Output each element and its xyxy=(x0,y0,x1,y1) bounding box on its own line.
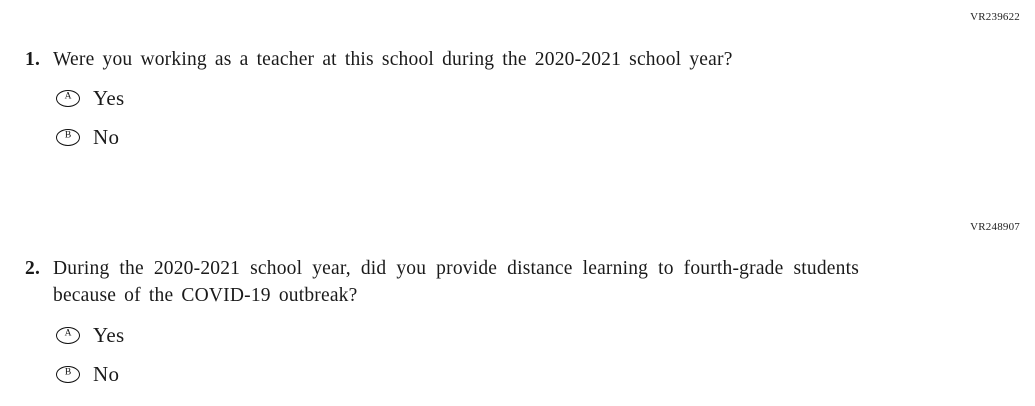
question-2-text-line-2: because of the COVID-19 outbreak? xyxy=(53,285,358,306)
bubble-b-letter: B xyxy=(64,130,72,141)
option-label-yes: Yes xyxy=(93,322,125,347)
question-2-accession-code: VR248907 xyxy=(970,221,1020,233)
bubble-b-icon[interactable] xyxy=(56,366,80,383)
question-2-option-no[interactable] xyxy=(56,362,124,386)
question-1-text: Were you working as a teacher at this school during the 2020-2021 school year? xyxy=(53,49,733,70)
bubble-b-letter: B xyxy=(64,367,72,378)
option-label-yes: Yes xyxy=(93,85,125,110)
question-2-text-line-1: During the 2020-2021 school year, did you provide distance learning to fourth-grade students xyxy=(53,258,859,279)
option-label-no: No xyxy=(93,124,120,149)
question-1-options xyxy=(56,86,124,149)
bubble-a-letter: A xyxy=(64,91,72,102)
question-1 xyxy=(25,46,733,73)
question-2-number: 2. xyxy=(25,258,41,279)
question-1-number: 1. xyxy=(25,49,41,70)
bubble-a-letter: A xyxy=(64,328,72,339)
bubble-a-icon[interactable] xyxy=(56,327,80,344)
question-2-text xyxy=(53,255,859,309)
question-2-options xyxy=(56,323,124,386)
question-1-option-no[interactable] xyxy=(56,125,124,149)
option-label-no: No xyxy=(93,361,120,386)
question-2 xyxy=(25,255,859,309)
question-2-option-yes[interactable] xyxy=(56,323,124,347)
question-1-option-yes[interactable] xyxy=(56,86,124,110)
question-1-accession-code: VR239622 xyxy=(970,11,1020,23)
bubble-a-icon[interactable] xyxy=(56,90,80,107)
bubble-b-icon[interactable] xyxy=(56,129,80,146)
